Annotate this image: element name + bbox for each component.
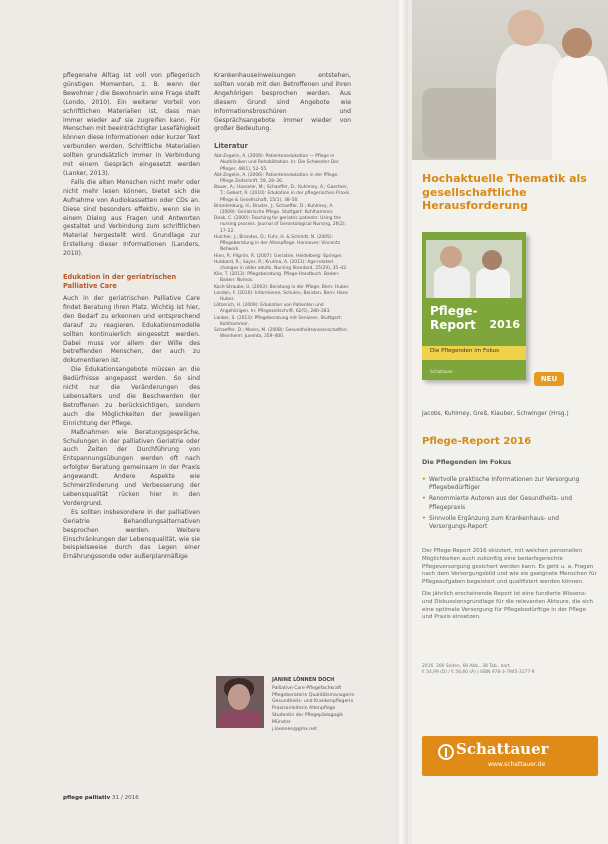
literature-item: Bauer, A.; Hasseler, M.; Schaeffer, D.; Kuhlmey, A.; Gaertner, T.; Gebert, R. (2010): Edukation in der pflegerischen Praxis. Pflege & Gesellschaft, 15(1), 38–50.	[214, 185, 351, 203]
ad-bullet-list	[422, 476, 598, 534]
advertisement	[412, 0, 608, 844]
new-badge: NEU	[534, 372, 564, 386]
author-email: j.loennen@gmx.net	[272, 726, 317, 732]
literature-item: London, F. (2010): Informieren, Schulen, Beraten. Bern: Hans Huber.	[214, 290, 348, 302]
author-line: Münster	[272, 719, 291, 725]
ad-photo-person-head	[508, 10, 544, 46]
publisher-logo[interactable]	[422, 736, 598, 776]
ad-meta-line: 2016. 266 Seiten, 68 Abb., 38 Tab., kart.	[422, 664, 511, 669]
book-cover[interactable]	[422, 232, 526, 380]
text-column-left	[63, 72, 200, 562]
body-paragraph: Krankenhauseinweisungen entstehen, sollten vorab mit den Betroffenen und ihren Angehörigen besprochen werden. Aus diesem Grund sind Angebote wie Informationsbroschüren und Gesprächsangebote immer wieder von großer Bedeutung.	[214, 72, 351, 133]
ad-bullet: • Wertvolle praktische Informationen zur Versorgung Pflegebedürftiger	[422, 476, 598, 492]
book-photo-person-head	[440, 246, 462, 268]
book-photo-person	[476, 268, 510, 298]
body-paragraph: Es sollten insbesondere in der palliativen Geriatrie Behandlungsalternativen besprochen werden. Weitere Einschränkungen der Lebensqualität, wie sie beispielsweise durch das Legen einer Ernährungssonde oder außerplanmäßige	[63, 508, 200, 561]
author-photo-face	[228, 684, 250, 710]
publisher-brand: Schattauer	[456, 740, 549, 758]
ad-description-paragraph: Die jährlich erscheinende Report ist eine fundierte Wissens- und Diskussionsgrundlage für die relevanten Akteure, die sich eine optimale Versorgung für Pflegebedürftige in der Pflege und Praxis einsetzen.	[422, 590, 594, 621]
ad-photo	[412, 0, 608, 160]
author-line: Praxisanleiterin Altenpflege	[272, 706, 336, 712]
author-photo-shirt	[218, 710, 262, 728]
footer-brand: pflege palliativ	[63, 795, 111, 801]
ad-authors: Jacobs, Kuhlmey, Greß, Klauber, Schwinger (Hrsg.)	[422, 411, 569, 417]
book-cover-photo	[426, 240, 522, 298]
ad-photo-nurse-head	[562, 28, 592, 58]
author-name: JANINE LÖNNEN DOCH	[272, 677, 335, 683]
ad-meta-line: € 54,99 (D) / € 56,60 (A) | ISBN 978-3-7945-3177-9	[422, 670, 535, 676]
literature-item: Abt-Zegelin, A. (2009): Patientenedukation — Pflege in Akutkliniken und Rehabilitation. In: Die Schwester Der Pfleger, 48(1), 52–55.	[214, 154, 339, 172]
body-paragraph: Auch in der geriatrischen Palliative Care findet Beratung ihren Platz. Wichtig ist hier, den Bedarf zu erkennen und entsprechend darauf zu reagieren. Edukationsmodelle sollten kontinuierlich eingesetzt werden. Dabei muss vor allem der Wille des betreffenden Menschen, der auch zu dokumentieren ist.	[63, 295, 200, 365]
text-column-right	[214, 72, 351, 340]
body-paragraph: pflegenahe Alltag ist voll von pflegerisch günstigen Momenten, z. B. wenn der Bewohner / die Bewohnerin eine Frage stellt (Londo, 2010). Ein weiterer Vorteil von schriftlichen Materialien ist, dass man immer wieder auf sie zugreifen kann. Für Menschen mit beeinträchtigter Lesefähigkeit können diese Informationen oder kurzer Text verbunden werden. Schriftliche Materialien sollten grundsätzlich immer in Verbindung mit einem Gespräch eingesetzt werden (Lanker, 2013).	[63, 72, 200, 177]
book-photo-person	[434, 266, 470, 298]
schattauer-logo-icon	[438, 744, 454, 760]
ad-headline: Hochaktuelle Thematik als gesellschaftliche Herausforderung	[422, 172, 587, 212]
author-line: Studentin der Pflegepädagogik	[272, 712, 344, 718]
author-line: Gesundheits- und Krankenpflegerin	[272, 699, 354, 705]
literature-item: Hulcher, J.; Brandes, D.; Fuhr, H. & Schmitt, N. (2005): Pflegeberatung in der Altenpflege. Hannover: Vincentz Network.	[214, 234, 341, 253]
literature-item: Schaeffer, D.; Moers, M. (2008): Gesundheitswissenschaften. Weinheim: Juventa, 359–400.	[214, 327, 349, 340]
page-fold	[396, 0, 408, 844]
ad-description	[422, 548, 598, 626]
literature-item: Hien, P.; Pilgrim, R. (2007): Geriatrie. Heidelberg: Springer.	[214, 253, 343, 259]
literature-item: Koch-Straube, U. (2003): Beratung in der Pflege. Bern: Huber.	[214, 284, 350, 290]
body-paragraph: Die Edukationsangebote müssen an die Bedürfnisse angepasst werden. So sind nicht nur die Veränderungen des Lebensalters und die Beschwerden der Betroffenen zu berücksichtigen, sondern auch die Möglichkeiten der jeweiligen Einrichtung der Pflege.	[63, 366, 200, 427]
page-footer	[63, 795, 139, 801]
publisher-url[interactable]: www.schattauer.de	[488, 761, 546, 768]
footer-issue: 31 / 2016	[112, 795, 139, 801]
literature-item: Klie, T. (2013): Pflegeberatung. Pflege-Handbuch. Baden-Baden: Nomos.	[214, 272, 340, 284]
literature-item: Lanker, S. (2013): Pflegeberatung mit Senioren. Stuttgart: Kohlhammer.	[214, 315, 342, 327]
literature-heading: Literatur	[214, 142, 248, 151]
literature-item: Doak, C. (2000): Teaching for geriatric patients: Using the nursing process. Journal of Gerontological Nursing, 26(2), 17–22.	[214, 216, 346, 234]
ad-description-paragraph: Der Pflege-Report 2016 skizziert, mit welchen personellen Möglichkeiten auch zukünftig eine bedarfsgerechte Pflegeversorgung gesichert werden kann. Es geht u. a. Fragen nach dem Versorgungsbild und wie sie geeignete Menschen für Pflegeaufgaben begeistert und qualifiziert werden können.	[422, 548, 597, 586]
ad-photo-walker	[422, 88, 502, 158]
book-publisher: Schattauer	[430, 369, 453, 374]
ad-meta	[422, 664, 598, 677]
ad-bullet: • Renommierte Autoren aus der Gesundheits- und Pflegepraxis	[422, 495, 598, 511]
body-paragraph: Maßnahmen wie Beratungsgespräche, Schulungen in der palliativen Geriatrie oder auch Zeiten der Durchführung von Entspannungsübungen werden oft nach erfolgter Beratung gemeinsam in der Praxis angewandt. Andere Aspekte wie Schmerzlinderung und Verbesserung der Lebensqualität rücken hier in den Vordergrund.	[63, 428, 200, 507]
author-line: Palliative Care-Pflegefachkraft	[272, 685, 342, 691]
literature-item: Abt-Zegelin, A. (2006): Patientenedukation in der Pflege. Pflege Zeitschrift, 59, 28–30.	[214, 172, 339, 185]
author-photo	[216, 676, 264, 728]
author-box	[272, 677, 362, 733]
literature-item: Hubbard, R.; Sayer, R.; Krutina, A. (2011): Age-related changes in older adults. Nursing Standard, 25(20), 35–42.	[214, 259, 348, 271]
ad-title: Pflege-Report 2016	[422, 436, 532, 447]
book-subtitle: Die Pflegenden im Fokus	[430, 348, 500, 354]
ad-bullet: • Sinnvolle Ergänzung zum Krankenhaus- und Versorgungs-Report	[422, 515, 598, 531]
book-title: Pflege-Report	[430, 304, 478, 332]
ad-subtitle: Die Pflegenden im Fokus	[422, 458, 512, 466]
body-paragraph: Falls die alten Menschen nicht mehr oder nicht mehr lesen können, bietet sich die Aufnahme von Audiokassetten oder CDs an. Diese sind besonders effektiv, wenn sie in einem Dialog aus Fragen und Antworten gestaltet und Verbindung zum schriftlichen Material hergestellt wird. Grundlage zur Erstellung dieser Informationen (Landers, 2010).	[63, 178, 200, 258]
author-line: Pflegeberaterin Qualitätsmanagerin	[272, 692, 355, 698]
literature-item: Lötzerich, H. (2009): Edukation von Patienten und Angehörigen. In: Pflegezeitschrift, 62(5), 280–283.	[214, 303, 331, 315]
book-year: 2016	[489, 318, 520, 331]
book-photo-person-head	[482, 250, 502, 270]
ad-photo-nurse	[552, 56, 608, 160]
section-subheading: Edukation in der geriatrischen Palliative Care	[63, 273, 177, 291]
literature-list	[214, 154, 351, 340]
literature-item: Brandenburg, H.; Bruder, J.; Schaeffer, D.; Kuhlmey, A. (2009): Geriatrische Pflege. Stuttgart: Kohlhammer.	[214, 203, 334, 216]
